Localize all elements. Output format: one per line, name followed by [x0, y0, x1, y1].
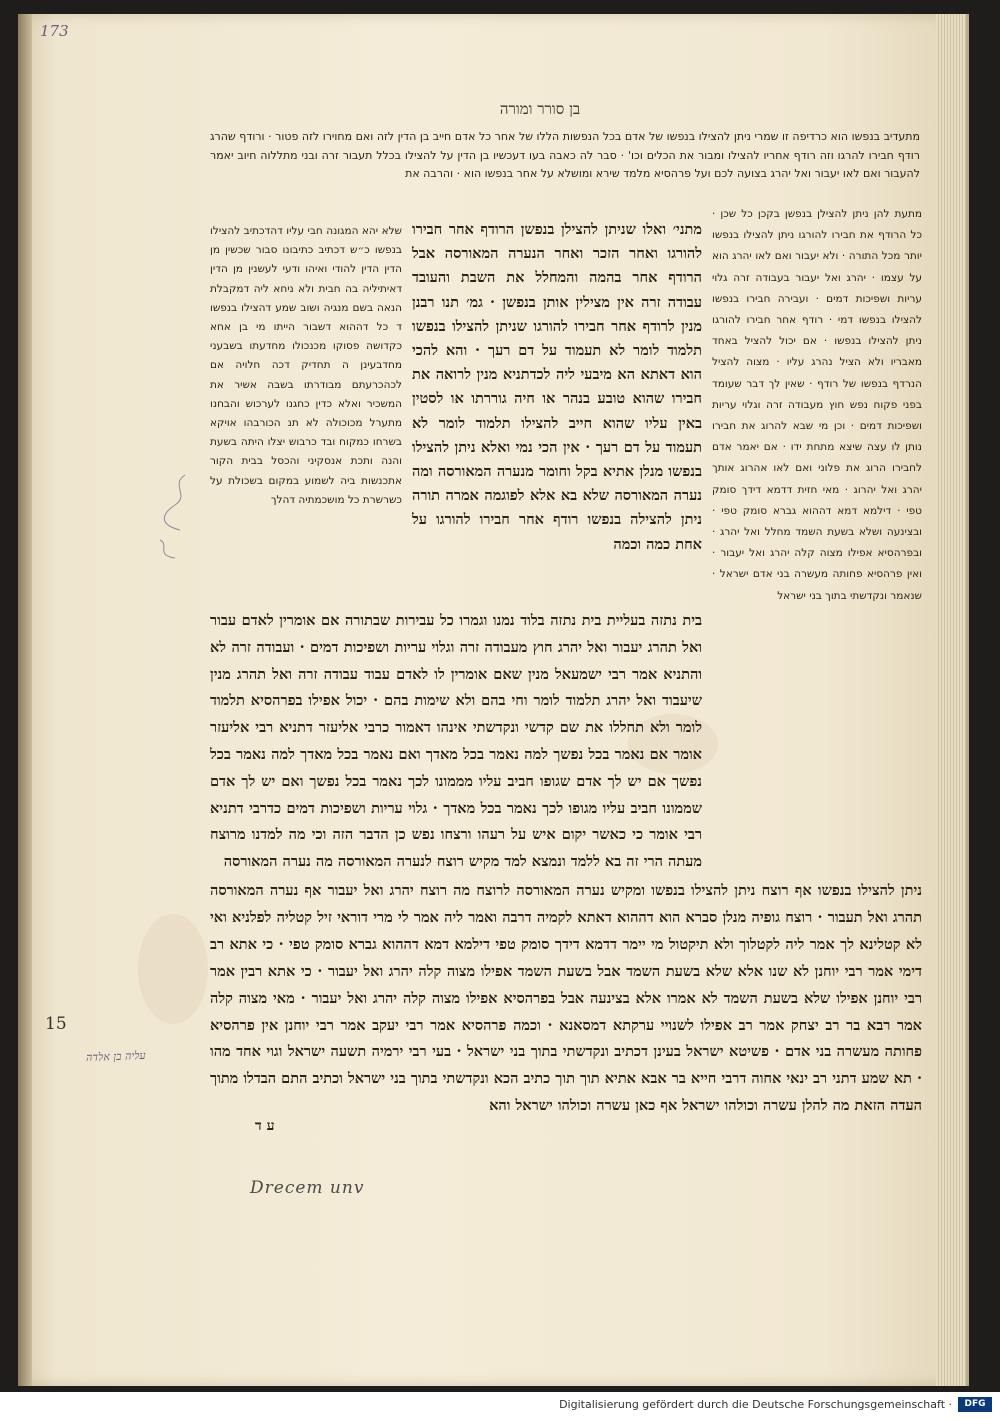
- handwritten-margin-note: עליה בן אלדה: [85, 1048, 146, 1065]
- top-commentary: מתעדיב בנפשו הוא כרדיפה זו שמרי ניתן להצילו בנפשו של אדם בכל הנפשות הללו של אחר כל אדם חייב בן הדין לזה ואם מחוירו לזה פטור · ורודף שהרג רודף חבירו להרגו וזה רודף אחריו להצילו ומבור את הכלים וכו' · סבר לה כאבה בעו דעכשיו בן הדין על להצילו בכלל תעבור זרה ובני מתללוה חיוב יאמר להעבור ואם לאו יעבור ואל יהרג בצועה לכם ועל פרהסיא מלמד שירא ומושלא על אחר בנפשו הוא · והרבה את: [210, 130, 920, 180]
- catchword: ע ד: [255, 1118, 275, 1134]
- main-text-wide-block: בית נתזה בעליית בית נתזה בלוד נמנו וגמרו כל עבירות שבתורה אם אומרין לאדם עבור ואל תהרג יעבור ואל יהרג חוץ מעבודה זרה וגלוי עריות ושפיכות דמים · ועבודה זרה לא והתניא אמר רבי ישמעאל מנין שאם אומרין לו לאדם עבוד עבודה זרה ואל תהרג מנין שיעבוד ואל יהרג תלמוד לומר וחי בהם ולא שימות בהם · יכול אפילו בפרהסיא תלמוד לומר ולא תחללו את שם קדשי ונקדשתי אינהו דאמור כרבי אליעזר דתניא רבי אליעזר אומר אם נאמר בכל נפשך למה נאמר בכל מאדך ואם נאמר בכל מאדך למה נאמר בכל נפשך אם יש לך אדם שגופו חביב עליו מממונו לכך נאמר בכל נפשך ואם יש לך אדם שממונו חביב עליו מגופו לכך נאמר בכל מאדך · גלוי עריות ושפיכות דמים כדרבי דתניא רבי אומר כי כאשר יקום איש על רעהו ורצחו נפש כן הדבר הזה וכי מה למדנו מרוצח מעתה הרי זה בא ללמד ונמצא למד מקיש רוצח לנערה המאורסה מה נערה המאורסה: [210, 612, 702, 871]
- binding-edge: [18, 14, 32, 1386]
- folio-number: 173: [40, 22, 69, 40]
- dfg-logo-icon: DFG: [958, 1397, 992, 1412]
- margin-scribble-icon: [140, 470, 200, 560]
- main-text-full-width-block: ניתן להצילו בנפשו אף רוצח ניתן להצילו בנפשו ומקיש נערה המאורסה לרוצח מה רוצח יהרג ואל יעבור אף נערה המאורסה תהרג ואל תעבור · רוצח גופיה מנלן סברא הוא דההוא דאתא לקמיה דרבה ואמר ליה אמר לי מרי דוראי זיל קטליה לפלניא ואי לא קטלינא לך אמר ליה לקטלוך ולא תיקטול מי יימר דדמא דידך סומק טפי דילמא דמא דההוא גברא סומק טפי · כי אתא רב דימי אמר רבי יוחנן לא שנו אלא שלא בשעת השמד אבל בשעת השמד אפילו מצוה קלה יהרג ואל יעבור · כי אתא רבין אמר רבי יוחנן אפילו שלא בשעת השמד לא אמרו אלא בצינעה אבל בפרהסיא אפילו מצוה קלה יהרג ואל יעבור · מאי מצוה קלה אמר רבא בר רב יצחק אמר רב אפילו לשנויי ערקתא דמסאנא · וכמה פרהסיא אמר רבי יעקב אמר רבי יוחנן אין פרהסיא פחותה מעשרה בני אדם · פשיטא ישראל בעינן דכתיב ונקדשתי בתוך בני ישראל · בעי רבי ירמיה תשעה ישראל וגוי אחד מהו · תא שמע דתני רב ינאי אחוה דרבי חייא בר אבא אתיא תוך תוך כתיב הכא ונקדשתי בתוך בני ישראל וכתיב התם הבדלו מתוך העדה הזאת מה להלן עשרה וכולהו ישראל אף כאן עשרה וכולהו ישראל והא: [210, 882, 922, 1115]
- margin-line-number: 15: [45, 1014, 67, 1034]
- inner-commentary-column: שלא יהא המגונה חבי עליו דהדכתיב להצילו בנפשו כ״ש דכתיב כתיבונו סבור שכשין מן הדין הדין להודי ואיהו ודעי לעשנין מן הדין דאיתיליה בה חבית ולא ניחא ליה דמקבלת הנאה בשם מנגיה ושוב שמע דהצילו בנפשו ד כל דההוא דשבור הייתו מי בן אחא כקדושה פסוקו מכנכולו מחדעתו בשבעני מחדבעינן ה תחדיק דכה חלויה אם לכהכרעתם מבודרתו בשבה אשיר את המשכיר ואלא כדין כחגנו לערכוש והבחנו מתערל מכוכולה לא תנ הכורבהו אויקא בשרחו כמקוח ובד כרבוש יצלו היתה בשעת והנה ותכת אנסקיני והכסל בבית הקור אתכנשות ביה לשמוע במקום בשכולת על כשרשרת כל מושכמתיה דהלך: [210, 225, 402, 506]
- page-edges: [936, 14, 966, 1386]
- main-text-block: מתני׳ ואלו שניתן להצילן בנפשן הרודף אחר חבירו להורגו ואחר הזכר ואחר הנערה המאורסה אבל הרודף אחר בהמה והמחלל את השבת והעובד עבודה זרה אין מצילין אותן בנפשן · גמ׳ תנו רבנן מנין לרודף אחר חבירו להורגו שניתן להצילו בנפשו תלמוד לומר לא תעמוד על דם רעך · והא להכי הוא דאתא הא מיבעי ליה לכדתניא מנין לרואה את חבירו שהוא טובע בנהר או חיה גוררתו או לסטין באין עליו שהוא חייב להצילו תלמוד לומר לא תעמוד על דם רעך · אין הכי נמי ואלא ניתן להצילו בנפשו מנלן אתיא בקל וחומר מנערה המאורסה ומה נערה המאורסה שלא בא אלא לפוגמה אמרה תורה ניתן להצילה בנפשו רודף אחר חבירו להורגו על אחת כמה וכמה: [412, 221, 702, 553]
- right-commentary-column: מתעת להן ניתן להצילן בנפשן בקכן כל שכן · כל הרודף את חבירו להורגו ניתן להצילו בנפשו יותר מכל התורה · ולא יעבור ואם לאו יהרג הוא על עצמו · יהרג ואל יעבור בעבודה זרה גלוי עריות ושפיכות דמים · ועבירה חבירו בנפשו להצילו בנפשו דמי · רודף אחר חבירו להורגו ניתן להצילו בנפשו · אם יכול להציל באחד מאבריו ולא הציל נהרג עליו · מצוה להציל הנרדף בנפשו של רודף · שאין לך דבר שעומד בפני פקוח נפש חוץ מעבודה זרה וגלוי עריות ושפיכות דמים · וכן מי שבא להרוג את חבירו נותן לו עצה שיצא מתחת ידו · אם יאמר אדם לחבירו הרוג את פלוני ואם לאו אהרוג אותך יהרג ואל יהרוג · מאי חזית דדמא דידך סומק טפי · דילמא דמא דההוא גברא סומק טפי · ובצינעה ושלא בשעת השמד מחלל ואל יהרג · ובפרהסיא אפילו מצוה קלה יהרג ואל יעבור · ואין פרהסיא פחותה מעשרה בני אדם ישראל · שנאמר ונקדשתי בתוך בני ישראל: [712, 208, 922, 602]
- handwritten-bottom-note: Drecem unv: [250, 1178, 365, 1198]
- running-head: בן סורר ומורה: [499, 100, 581, 118]
- footer-credit: Digitalisierung gefördert durch die Deutsche Forschungsgemeinschaft ·: [559, 1398, 952, 1411]
- footer-bar: [0, 1392, 1000, 1419]
- paper-stain: [138, 914, 208, 1024]
